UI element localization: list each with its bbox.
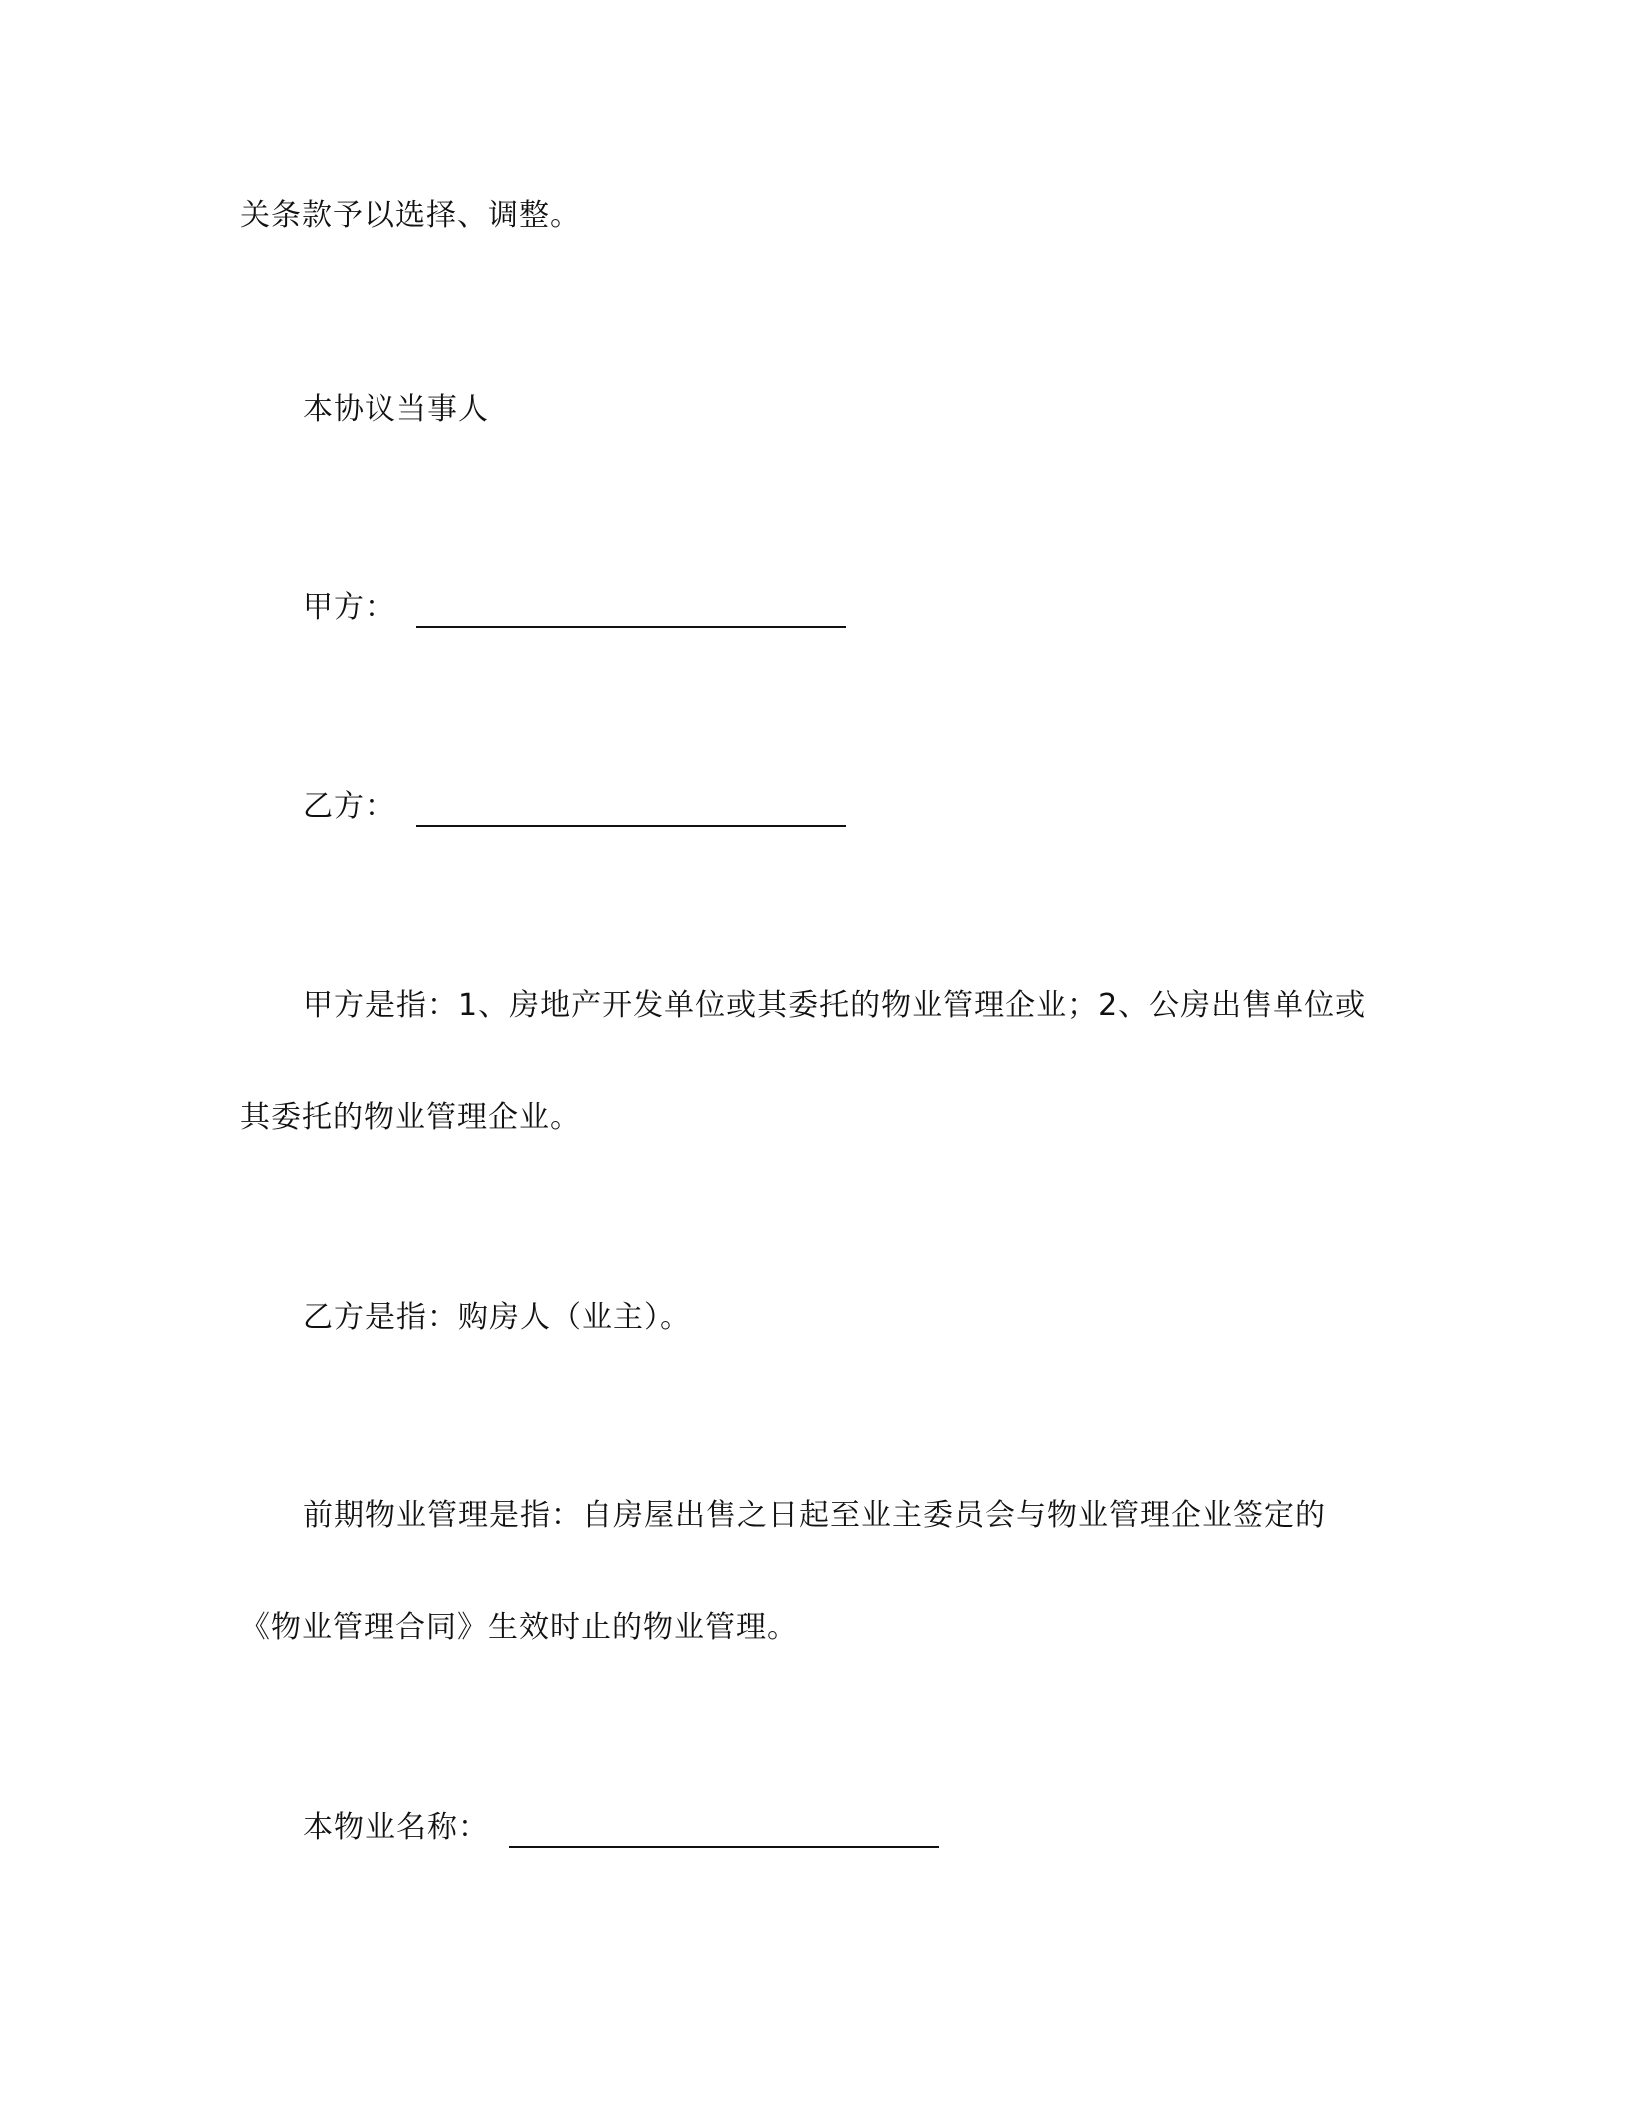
party-a-field	[303, 588, 846, 628]
party-b-label: 乙方：	[303, 789, 396, 824]
party-b-blank-line[interactable]	[416, 791, 846, 827]
party-a-definition	[303, 986, 1366, 1026]
paragraph-text: 甲方是指：1、房地产开发单位或其委托的物业管理企业；2、公房出售单位或	[303, 988, 1367, 1023]
paragraph-text: 《物业管理合同》生效时止的物业管理。	[240, 1610, 798, 1645]
section-heading-parties	[303, 390, 489, 430]
party-b-field	[303, 787, 846, 827]
paragraph-text: 前期物业管理是指：自房屋出售之日起至业主委员会与物业管理企业签定的	[303, 1498, 1326, 1533]
paragraph-text: 关条款予以选择、调整。	[240, 198, 581, 233]
property-name-blank-line[interactable]	[509, 1812, 939, 1848]
party-b-definition	[303, 1298, 691, 1338]
property-name-label: 本物业名称：	[303, 1810, 489, 1845]
paragraph-text: 其委托的物业管理企业。	[240, 1100, 581, 1135]
paragraph-text: 乙方是指：购房人（业主）。	[303, 1300, 691, 1335]
property-name-field	[303, 1808, 939, 1848]
preliminary-management-definition-continuation	[240, 1608, 798, 1648]
party-a-label: 甲方：	[303, 590, 396, 625]
party-a-definition-continuation	[240, 1098, 581, 1138]
preliminary-management-definition	[303, 1496, 1326, 1536]
paragraph-continuation	[240, 196, 581, 236]
party-a-blank-line[interactable]	[416, 592, 846, 628]
heading-text: 本协议当事人	[303, 392, 489, 427]
